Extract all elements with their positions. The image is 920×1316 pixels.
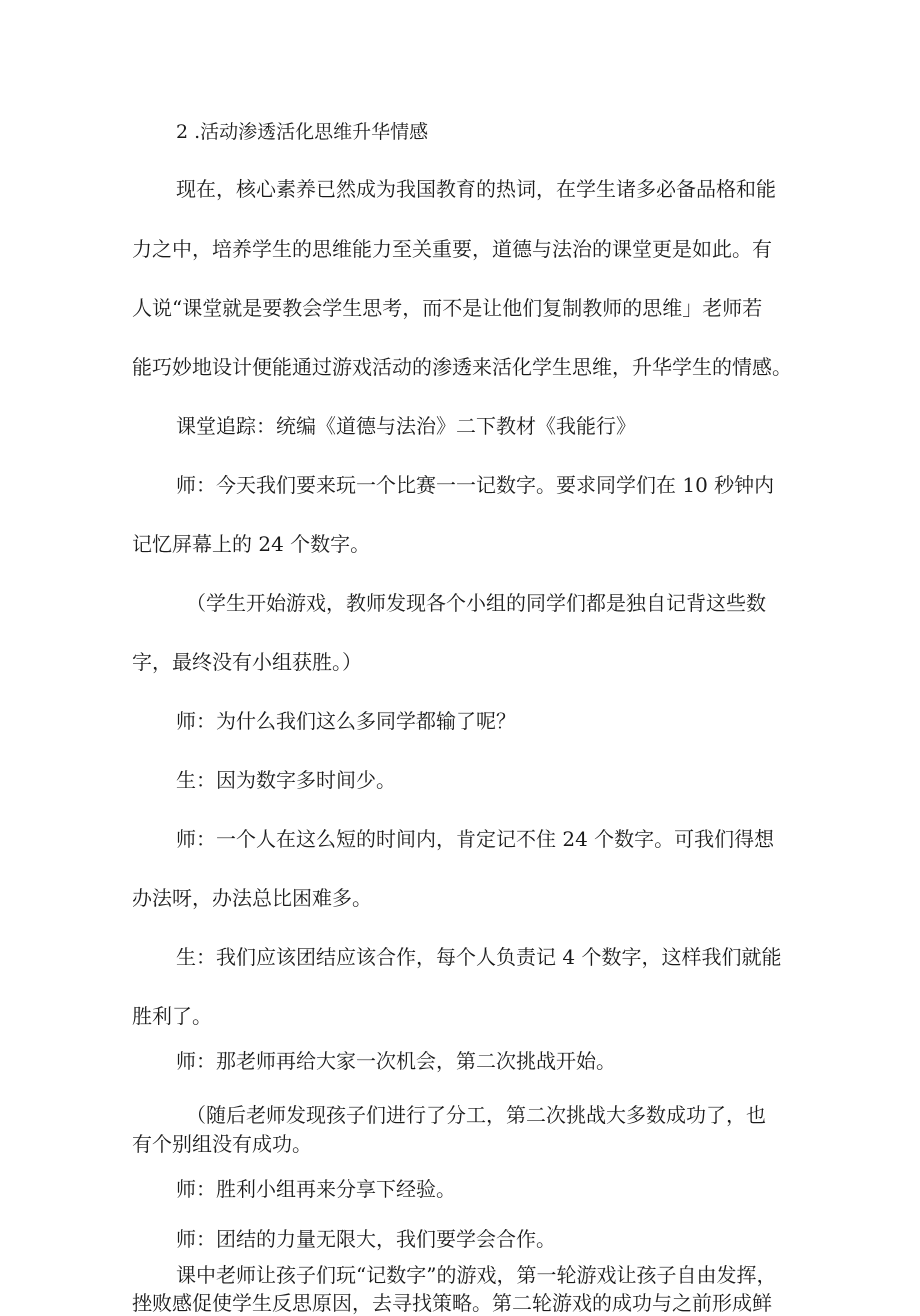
dialogue-line: 胜利了。 — [132, 1004, 212, 1028]
dialogue-line: 师：今天我们要来玩一个比赛一一记数字。要求同学们在 10 秒钟内 — [176, 473, 775, 497]
section-heading: 2 .活动渗透活化思维升华情感 — [176, 121, 429, 143]
dialogue-line: 师：那老师再给大家一次机会，第二次挑战开始。 — [176, 1049, 616, 1073]
stage-note-line: （随后老师发现孩子们进行了分工，第二次挑战大多数成功了，也 — [186, 1103, 766, 1127]
stage-note-line: 有个别组没有成功。 — [132, 1132, 312, 1156]
case-label: 课堂追踪：统编《道德与法治》二下教材《我能行》 — [176, 414, 636, 438]
dialogue-line: 师：胜利小组再来分享下经验。 — [176, 1177, 456, 1201]
paragraph-line: 力之中，培养学生的思维能力至关重要，道德与法治的课堂更是如此。有 — [132, 237, 772, 261]
dialogue-line: 师：团结的力量无限大，我们要学会合作。 — [176, 1227, 556, 1251]
stage-note-line: 字，最终没有小组获胜。） — [132, 650, 362, 674]
dialogue-line: 记忆屏幕上的 24 个数字。 — [132, 532, 371, 556]
dialogue-line: 师：一个人在这么短的时间内，肯定记不住 24 个数字。可我们得想 — [176, 827, 775, 851]
paragraph-line: 人说“课堂就是要教会学生思考，而不是让他们复制教师的思维」老师若 — [132, 296, 763, 320]
paragraph-line: 课中老师让孩子们玩“记数字”的游戏，第一轮游戏让孩子自由发挥， — [176, 1263, 777, 1287]
dialogue-line: 师：为什么我们这么多同学都输了呢？ — [176, 709, 516, 733]
paragraph-line: 能巧妙地设计便能通过游戏活动的渗透来活化学生思维，升华学生的情感。 — [132, 355, 792, 379]
dialogue-line: 生：因为数字多时间少。 — [176, 768, 396, 792]
dialogue-line: 办法呀，办法总比困难多。 — [132, 886, 372, 910]
dialogue-line: 生：我们应该团结应该合作，每个人负责记 4 个数字，这样我们就能 — [176, 945, 782, 969]
stage-note-line: （学生开始游戏，教师发现各个小组的同学们都是独自记背这些数 — [186, 591, 766, 615]
paragraph-line: 挫败感促使学生反思原因，去寻找策略。第二轮游戏的成功与之前形成鲜 — [132, 1291, 772, 1315]
paragraph-line: 现在，核心素养已然成为我国教育的热词，在学生诸多必备品格和能 — [176, 177, 776, 201]
